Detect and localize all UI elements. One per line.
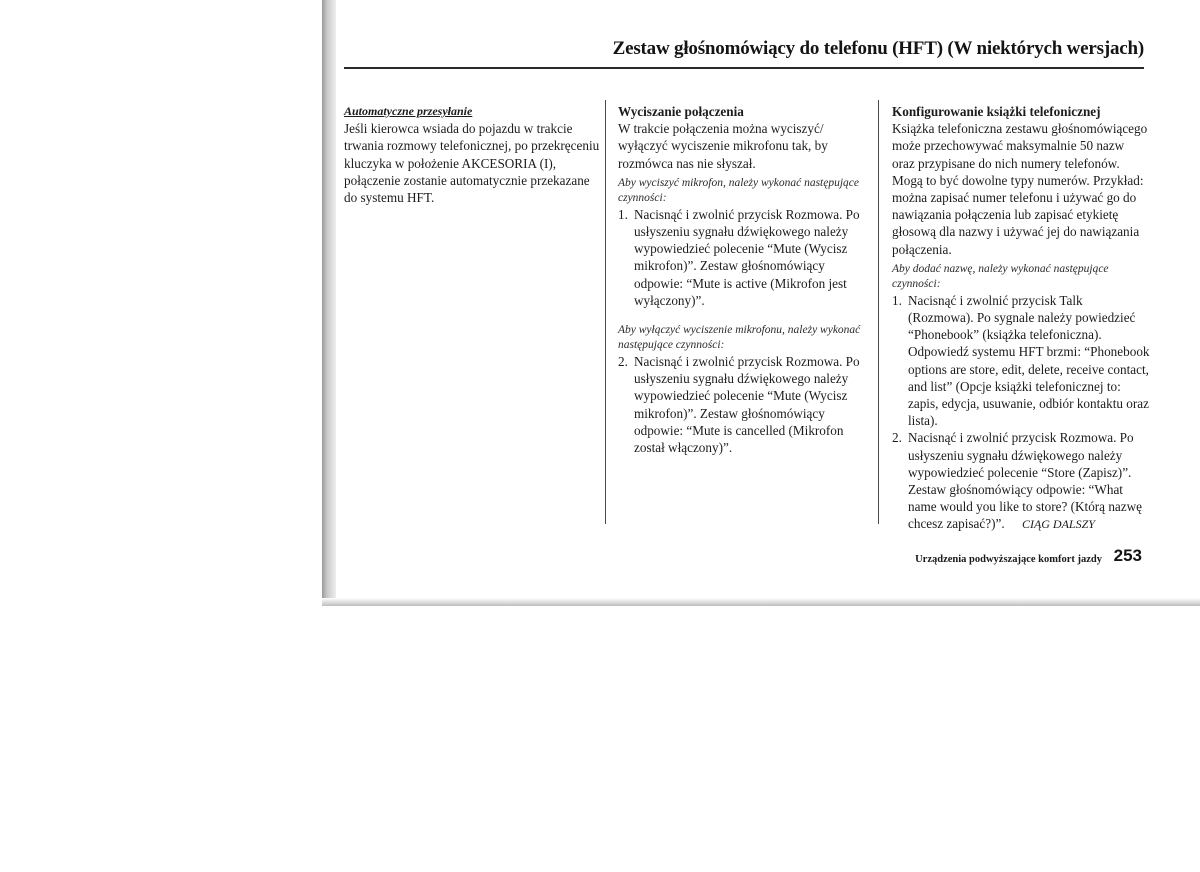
step-number: 2. [892, 430, 902, 446]
step-list [892, 292, 1150, 534]
instruction-subheading: Aby wyciszyć mikrofon, należy wykonać następujące czynności: [618, 176, 860, 204]
paragraph: Książka telefoniczna zestawu głośnomówiącego może przechowywać maksymalnie 50 nazw oraz przypisane do nich numery telefonów. Mogą to być dowolne typy numerów. Przykład: można zapisać numer telefonu i używać go do nawiązania połączenia lub zapisać etykietę głosową dla nazwy i używać jej do nawiązania połączenia. [892, 121, 1148, 257]
instruction-subheading: Aby dodać nazwę, należy wykonać następujące czynności: [892, 262, 1109, 290]
column-divider [605, 100, 606, 524]
list-item [892, 292, 1150, 430]
section-heading: Konfigurowanie książki telefonicznej [892, 104, 1101, 119]
column-automatic-transfer [344, 103, 600, 206]
step-text: Nacisnąć i zwolnić przycisk Talk (Rozmowa). Po sygnale należy powiedzieć “Phonebook” (książka telefoniczna). Odpowiedź systemu HFT brzmi: “Phonebook options are store, edit, delete, receive contact, and list” (Opcje książki telefonicznej to: zapis, edycja, usuwanie, odbiór kontaktu oraz lista). [908, 292, 1150, 429]
instruction-subheading: Aby wyłączyć wyciszenie mikrofonu, należy wykonać następujące czynności: [618, 324, 861, 352]
page-bottom-edge [322, 598, 1200, 606]
page-title: Zestaw głośnomówiący do telefonu (HFT) (W niektórych wersjach) [612, 38, 1144, 59]
footer-section-label: Urządzenia podwyższające komfort jazdy [915, 554, 1102, 565]
step-number: 1. [618, 206, 628, 222]
step-text: Nacisnąć i zwolnić przycisk Rozmowa. Po usłyszeniu sygnału dźwiękowego należy wypowiedzieć polecenie “Store (Zapisz)”. Zestaw głośnomówiący odpowie: “What name would you like to store? (Którą nazwę chcesz zapisać?)”. [908, 430, 1143, 532]
column-mute-call [618, 103, 870, 456]
list-item [892, 429, 1150, 533]
step-number: 1. [892, 292, 902, 308]
step-list [618, 353, 870, 456]
step-number: 2. [618, 354, 628, 370]
step-list [618, 206, 870, 309]
manual-page [322, 0, 1200, 606]
paragraph: W trakcie połączenia można wyciszyć/ wyłączyć wyciszenie mikrofonu tak, by rozmówca nas nie słyszał. [618, 121, 828, 171]
column-divider [878, 100, 879, 524]
header-divider [344, 67, 1144, 69]
column-phonebook-setup [892, 103, 1150, 534]
step-text: Nacisnąć i zwolnić przycisk Rozmowa. Po usłyszeniu sygnału dźwiękowego należy wypowiedzieć polecenie “Mute (Wycisz mikrofon)”. Zestaw głośnomówiący odpowie: “Mute is cancelled (Mikrofon został włączony)”. [634, 354, 860, 456]
continued-label: CIĄG DALSZY [1021, 517, 1095, 532]
list-item [618, 353, 870, 456]
paragraph: Jeśli kierowca wsiada do pojazdu w trakcie trwania rozmowy telefonicznej, po przekręceniu kluczyka w położenie AKCESORIA (I), połączenie zostanie automatycznie przekazane do systemu HFT. [344, 121, 600, 206]
section-heading: Wyciszanie połączenia [618, 104, 744, 119]
section-heading: Automatyczne przesyłanie [344, 104, 473, 118]
page-number: 253 [1113, 546, 1142, 565]
list-item [618, 206, 870, 309]
step-text: Nacisnąć i zwolnić przycisk Rozmowa. Po usłyszeniu sygnału dźwiękowego należy wypowiedzieć polecenie “Mute (Wycisz mikrofon)”. Zestaw głośnomówiący odpowie: “Mute is active (Mikrofon jest wyłączony)”. [634, 206, 860, 308]
page-binding-shadow [322, 0, 336, 606]
